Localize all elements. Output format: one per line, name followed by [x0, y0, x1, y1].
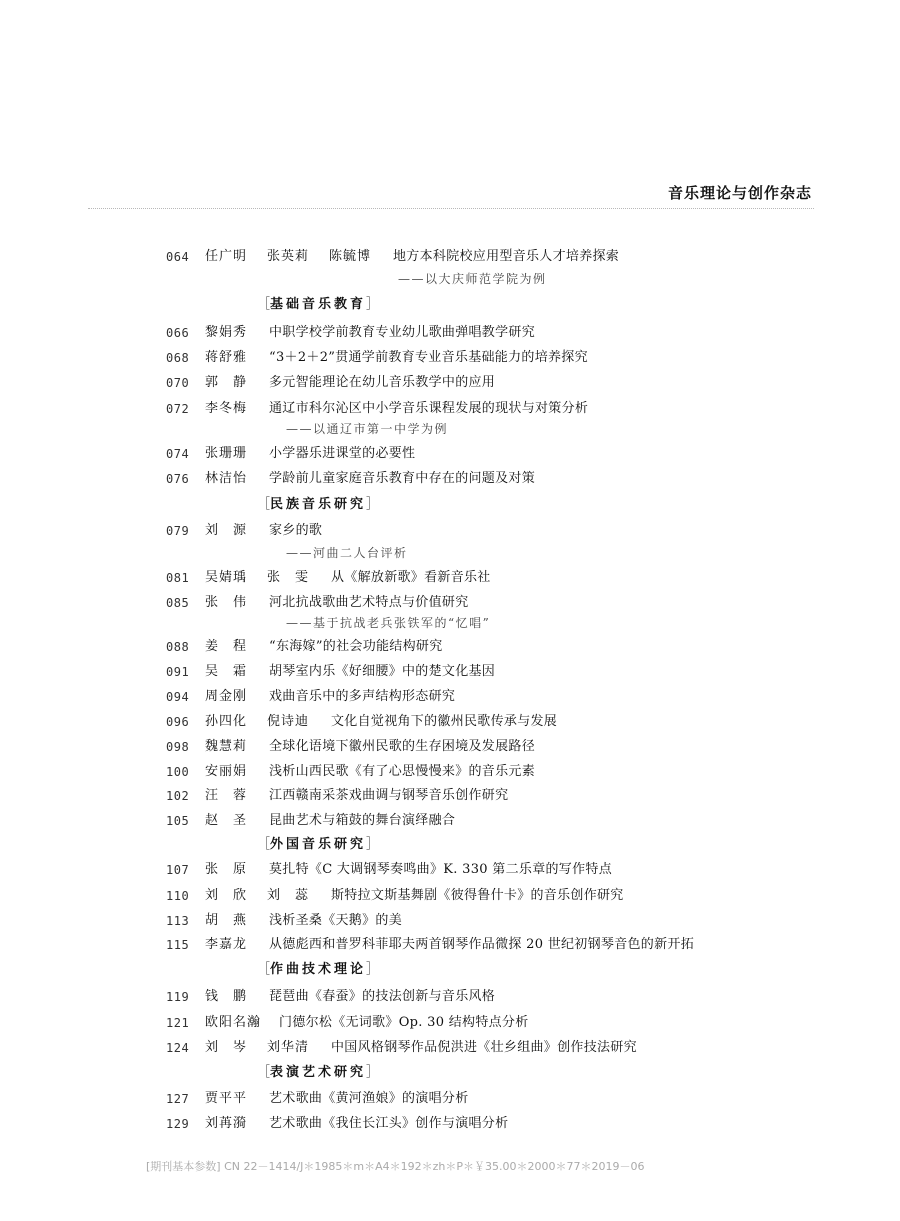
toc-entry — [0, 711, 900, 733]
author-name: 刘 岑 — [205, 1040, 248, 1055]
author-name: 刘 欣 — [205, 888, 248, 903]
article-subtitle: ——以通辽市第一中学为例 — [286, 422, 449, 436]
author-name: 李冬梅 — [205, 401, 248, 416]
author-name: 汪 蓉 — [205, 788, 248, 803]
page-number: 070 — [166, 376, 190, 390]
article-title: 琵琶曲《春蚕》的技法创新与音乐风格 — [269, 989, 496, 1004]
toc-entry — [0, 520, 900, 542]
author-name: 胡 燕 — [205, 913, 248, 928]
author-name: 陈毓博 — [329, 249, 372, 264]
author-name: 周金刚 — [205, 689, 248, 704]
author-name: 刘 蕊 — [267, 888, 310, 903]
toc-entry — [0, 986, 900, 1008]
author-name: 刘 源 — [205, 523, 248, 538]
article-subtitle: ——河曲二人台评析 — [286, 546, 408, 560]
author-name: 姜 程 — [205, 639, 248, 654]
section-heading-text: 作曲技术理论 — [270, 962, 367, 977]
toc-entry — [0, 661, 900, 683]
toc-entry — [0, 761, 900, 783]
page-number: 072 — [166, 402, 190, 416]
toc-entry — [0, 347, 900, 369]
article-title: 浅析圣桑《天鹅》的美 — [269, 913, 403, 928]
author-name: 钱 鹏 — [205, 989, 248, 1004]
author-name: 李嘉龙 — [205, 937, 248, 952]
section-heading-text: 外国音乐研究 — [270, 837, 367, 852]
toc-entry — [0, 636, 900, 658]
article-title: 家乡的歌 — [269, 523, 323, 538]
author-name: 吴 霜 — [205, 664, 248, 679]
author-name: 倪诗迪 — [267, 714, 310, 729]
author-name: 张 原 — [205, 862, 248, 877]
toc-entry — [0, 885, 900, 907]
author-name: 张英莉 — [267, 249, 310, 264]
toc-entry — [0, 736, 900, 758]
section-heading-text: 表演艺术研究 — [270, 1065, 367, 1080]
article-title: 艺术歌曲《我住长江头》创作与演唱分析 — [269, 1116, 509, 1131]
toc-entry — [0, 372, 900, 394]
toc-entry — [0, 910, 900, 932]
toc-entry — [0, 468, 900, 490]
page-number: 068 — [166, 351, 190, 365]
page-number: 076 — [166, 472, 190, 486]
header-rule — [88, 208, 814, 209]
author-name: 蒋舒雅 — [205, 350, 248, 365]
author-name: 刘华清 — [267, 1040, 310, 1055]
article-title: 河北抗战歌曲艺术特点与价值研究 — [269, 595, 469, 610]
article-title: 地方本科院校应用型音乐人才培养探索 — [393, 249, 620, 264]
page-number: 102 — [166, 789, 190, 803]
article-title: 江西赣南采茶戏曲调与钢琴音乐创作研究 — [269, 788, 509, 803]
page-number: 110 — [166, 889, 190, 903]
section-heading: ［作曲技术理论］ — [257, 962, 380, 977]
page-number: 124 — [166, 1041, 190, 1055]
article-subtitle: ——基于抗战老兵张铁军的“忆唱” — [286, 616, 491, 630]
page-number: 105 — [166, 814, 190, 828]
page-number: 127 — [166, 1092, 190, 1106]
article-title: 斯特拉文斯基舞剧《彼得鲁什卡》的音乐创作研究 — [331, 888, 624, 903]
article-title: “3＋2＋2”贯通学前教育专业音乐基础能力的培养探究 — [269, 350, 588, 365]
toc-entry — [0, 934, 900, 956]
author-name: 张珊珊 — [205, 446, 248, 461]
toc-entry — [0, 686, 900, 708]
article-title: 全球化语境下徽州民歌的生存困境及发展路径 — [269, 739, 536, 754]
page-number: 081 — [166, 571, 190, 585]
article-title: 从《解放新歌》看新音乐社 — [331, 570, 491, 585]
page-number: 119 — [166, 990, 190, 1004]
author-name: 安丽娟 — [205, 764, 248, 779]
article-title: 艺术歌曲《黄河渔娘》的演唱分析 — [269, 1091, 469, 1106]
toc-entry — [0, 322, 900, 344]
article-title: 浅析山西民歌《有了心思慢慢来》的音乐元素 — [269, 764, 536, 779]
section-heading: ［民族音乐研究］ — [257, 497, 380, 512]
author-name: 林洁怡 — [205, 471, 248, 486]
footer-parameters: [期刊基本参数] CN 22－1414/J＊1985＊m＊A4＊192＊zh＊P＊￥35.00＊2000＊77＊2019－06 — [146, 1160, 645, 1173]
toc-entry — [0, 1037, 900, 1059]
author-name: 黎娟秀 — [205, 325, 248, 340]
page-number: 088 — [166, 640, 190, 654]
author-name: 欧阳名瀚 — [205, 1015, 262, 1030]
page-number: 085 — [166, 596, 190, 610]
page-number: 094 — [166, 690, 190, 704]
article-title: 昆曲艺术与箱鼓的舞台演绎融合 — [269, 813, 456, 828]
toc-entry — [0, 1012, 900, 1034]
article-title: 中国风格钢琴作品倪洪进《壮乡组曲》创作技法研究 — [331, 1040, 637, 1055]
article-title: 小学器乐进课堂的必要性 — [269, 446, 416, 461]
article-title: 从德彪西和普罗科菲耶夫两首钢琴作品微探 20 世纪初钢琴音色的新开拓 — [269, 937, 695, 952]
article-title: 通辽市科尔沁区中小学音乐课程发展的现状与对策分析 — [269, 401, 589, 416]
author-name: 吴婧瑀 — [205, 570, 248, 585]
page-number: 066 — [166, 326, 190, 340]
author-name: 张 雯 — [267, 570, 310, 585]
toc-entry — [0, 246, 900, 268]
journal-title: 音乐理论与创作杂志 — [667, 184, 812, 202]
page-number: 091 — [166, 665, 190, 679]
author-name: 张 伟 — [205, 595, 248, 610]
page-number: 107 — [166, 863, 190, 877]
article-title: 多元智能理论在幼儿音乐教学中的应用 — [269, 375, 496, 390]
page-number: 121 — [166, 1016, 190, 1030]
author-name: 刘苒漪 — [205, 1116, 248, 1131]
section-heading: ［外国音乐研究］ — [257, 837, 380, 852]
toc-entry — [0, 1113, 900, 1135]
page-number: 100 — [166, 765, 190, 779]
article-title: 门德尔松《无词歌》Op. 30 结构特点分析 — [279, 1015, 529, 1030]
section-heading: ［表演艺术研究］ — [257, 1065, 380, 1080]
toc-entry — [0, 1088, 900, 1110]
author-name: 贾平平 — [205, 1091, 248, 1106]
toc-entry — [0, 859, 900, 881]
author-name: 魏慧莉 — [205, 739, 248, 754]
section-heading-text: 民族音乐研究 — [270, 497, 367, 512]
page-number: 074 — [166, 447, 190, 461]
toc-entry — [0, 810, 900, 832]
article-title: 胡琴室内乐《好细腰》中的楚文化基因 — [269, 664, 496, 679]
page-number: 096 — [166, 715, 190, 729]
toc-entry — [0, 443, 900, 465]
toc-entry — [0, 592, 900, 614]
toc-entry — [0, 398, 900, 420]
toc-entry — [0, 567, 900, 589]
page-number: 079 — [166, 524, 190, 538]
article-title: 莫扎特《C 大调钢琴奏鸣曲》K. 330 第二乐章的写作特点 — [269, 862, 613, 877]
page-number: 113 — [166, 914, 190, 928]
author-name: 赵 圣 — [205, 813, 248, 828]
page-number: 098 — [166, 740, 190, 754]
section-heading-text: 基础音乐教育 — [270, 297, 367, 312]
page-number: 064 — [166, 250, 190, 264]
article-title: “东海嫁”的社会功能结构研究 — [269, 639, 443, 654]
article-title: 学龄前儿童家庭音乐教育中存在的问题及对策 — [269, 471, 536, 486]
author-name: 孙四化 — [205, 714, 248, 729]
author-name: 郭 静 — [205, 375, 248, 390]
page-number: 129 — [166, 1117, 190, 1131]
article-title: 戏曲音乐中的多声结构形态研究 — [269, 689, 456, 704]
article-title: 文化自觉视角下的徽州民歌传承与发展 — [331, 714, 558, 729]
section-heading: ［基础音乐教育］ — [257, 297, 380, 312]
article-subtitle: ——以大庆师范学院为例 — [398, 272, 547, 286]
author-name: 任广明 — [205, 249, 248, 264]
page-number: 115 — [166, 938, 190, 952]
toc-entry — [0, 785, 900, 807]
article-title: 中职学校学前教育专业幼儿歌曲弹唱教学研究 — [269, 325, 536, 340]
